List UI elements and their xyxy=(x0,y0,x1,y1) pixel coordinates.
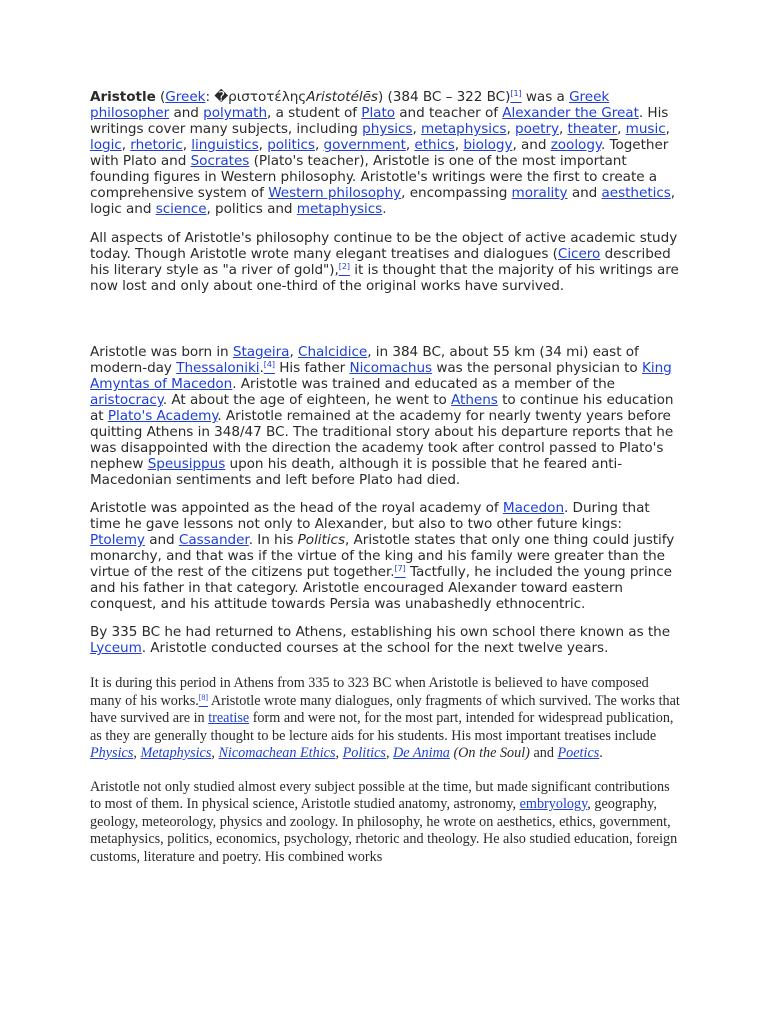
link-government[interactable]: government xyxy=(323,137,406,153)
link-ethics[interactable]: ethics xyxy=(414,137,455,153)
link-greek[interactable]: Greek xyxy=(165,89,206,105)
article-title-term: Aristotle xyxy=(90,89,156,105)
emphasis-text: Politics xyxy=(297,532,345,548)
paragraph-lyceum: By 335 BC he had returned to Athens, establishing his own school there known as the Lyceum. Aristotle conducted courses at the school for the next twelve years. xyxy=(90,624,671,656)
link-politics[interactable]: Politics xyxy=(342,745,386,761)
link-thessaloniki[interactable]: Thessaloniki xyxy=(176,360,260,376)
link-aristocracy[interactable]: aristocracy xyxy=(90,392,163,408)
link-nicomachus[interactable]: Nicomachus xyxy=(349,360,433,376)
link-metaphysics[interactable]: metaphysics xyxy=(421,121,507,137)
link-alexander-the-great[interactable]: Alexander the Great xyxy=(502,105,639,121)
emphasis-text: (On the Soul) xyxy=(453,745,530,761)
link-plato[interactable]: Plato xyxy=(361,105,395,121)
link-de-anima[interactable]: De Anima xyxy=(393,745,450,761)
link-plato-s-academy[interactable]: Plato's Academy xyxy=(107,408,218,424)
link-treatise[interactable]: treatise xyxy=(208,710,250,726)
link-socrates[interactable]: Socrates xyxy=(190,153,250,169)
paragraph-legacy: All aspects of Aristotle's philosophy continue to be the object of active academic study today. Though Aristotle wrote many elegant treatises and dialogues (Cicero described his literary style as "a river of gold"),[2] it is thought that the majority of his writings are now lost and only about one-third of the original works have survived. xyxy=(90,230,679,294)
link-zoology[interactable]: zoology xyxy=(550,137,601,153)
paragraph-early-life: Aristotle was born in Stageira, Chalcidice, in 384 BC, about 55 km (34 mi) east of modern-day Thessaloniki.[4] His father Nicomachus was the personal physician to King Amyntas of Macedon. Aristotle was trained and educated as a member of the aristocracy. At about the age of eighteen, he went to Athens to continue his education at Plato's Academy. Aristotle remained at the academy for nearly twenty years before quitting Athens in 348/47 BC. The traditional story about his departure reports that he was disappointed with the direction the academy took after control passed to Plato's nephew Speusippus upon his death, although it is possible that he feared anti-Macedonian sentiments and left before Plato had died. xyxy=(90,344,674,488)
paragraph-subjects: Aristotle not only studied almost every subject possible at the time, but made significant contributions to most of them. In physical science, Aristotle studied anatomy, astronomy, embryology, geography, geology, meteorology, physics and zoology. In philosophy, he wrote on aesthetics, ethics, government, metaphysics, politics, economics, psychology, rhetoric and theology. He also studied education, foreign customs, literature and poetry. His combined works xyxy=(90,778,678,865)
paragraph-intro: Aristotle (Greek: �ριστοτέληςAristotélēs) (384 BC – 322 BC)[1] was a Greek philosopher and polymath, a student of Plato and teacher of Alexander the Great. His writings cover many subjects, including physics, metaphysics, poetry, theater, music, logic, rhetoric, linguistics, politics, government, ethics, biology, and zoology. Together with Plato and Socrates (Plato's teacher), Aristotle is one of the most important founding figures in Western philosophy. Aristotle's writings were the first to create a comprehensive system of Western philosophy, encompassing morality and aesthetics, logic and science, politics and metaphysics. xyxy=(90,89,676,217)
emphasis-text: Aristotélēs xyxy=(306,89,378,105)
link-cicero[interactable]: Cicero xyxy=(557,246,601,262)
link-speusippus[interactable]: Speusippus xyxy=(147,456,226,472)
link-greek-philosopher[interactable]: Greek philosopher xyxy=(90,89,610,121)
link-science[interactable]: science xyxy=(155,201,207,217)
article-body xyxy=(90,89,680,866)
link-aesthetics[interactable]: aesthetics xyxy=(601,185,671,201)
link-metaphysics[interactable]: Metaphysics xyxy=(140,745,212,761)
link-biology[interactable]: biology xyxy=(463,137,513,153)
link-nicomachean-ethics[interactable]: Nicomachean Ethics xyxy=(218,745,336,761)
link-athens[interactable]: Athens xyxy=(451,392,498,408)
link-poetics[interactable]: Poetics xyxy=(557,745,600,761)
citation-link[interactable]: [8] xyxy=(198,692,209,702)
link-cassander[interactable]: Cassander xyxy=(178,532,249,548)
link-ptolemy[interactable]: Ptolemy xyxy=(90,532,145,548)
paragraph-works: It is during this period in Athens from 335 to 323 BC when Aristotle is believed to have composed many of his works.[8] Aristotle wrote many dialogues, only fragments of which survived. The works that have survived are in treatise form and were not, for the most part, intended for widespread publication, as they are generally thought to be lecture aids for his students. His most important treatises include Physics, Metaphysics, Nicomachean Ethics, Politics, De Anima (On the Soul) and Poetics. xyxy=(90,675,680,761)
link-embryology[interactable]: embryology xyxy=(519,796,588,812)
link-western-philosophy[interactable]: Western philosophy xyxy=(268,185,402,201)
link-physics[interactable]: Physics xyxy=(90,745,134,761)
link-theater[interactable]: theater xyxy=(567,121,618,137)
paragraph-macedon: Aristotle was appointed as the head of the royal academy of Macedon. During that time he gave lessons not only to Alexander, but also to two other future kings: Ptolemy and Cassander. In his Politics, Aristotle states that only one thing could justify monarchy, and that was if the virtue of the king and his family were greater than the virtue of the rest of the citizens put together.[7] Tactfully, he included the young prince and his father in that category. Aristotle encouraged Alexander toward eastern conquest, and his attitude towards Persia was unabashedly ethnocentric. xyxy=(90,500,675,612)
citation-link[interactable]: [4] xyxy=(263,360,275,369)
link-politics[interactable]: politics xyxy=(267,137,315,153)
link-rhetoric[interactable]: rhetoric xyxy=(130,137,183,153)
link-stageira[interactable]: Stageira xyxy=(232,344,290,360)
citation-link[interactable]: [2] xyxy=(338,262,350,271)
link-music[interactable]: music xyxy=(625,121,666,137)
link-lyceum[interactable]: Lyceum xyxy=(90,640,142,656)
link-polymath[interactable]: polymath xyxy=(203,105,268,121)
link-linguistics[interactable]: linguistics xyxy=(191,137,259,153)
citation-link[interactable]: [7] xyxy=(394,564,406,573)
link-poetry[interactable]: poetry xyxy=(515,121,559,137)
link-morality[interactable]: morality xyxy=(511,185,568,201)
link-physics[interactable]: physics xyxy=(362,121,413,137)
link-chalcidice[interactable]: Chalcidice xyxy=(298,344,368,360)
citation-link[interactable]: [1] xyxy=(510,89,522,98)
link-logic[interactable]: logic xyxy=(90,137,122,153)
link-macedon[interactable]: Macedon xyxy=(502,500,565,516)
link-king-amyntas-of-macedon[interactable]: King Amyntas of Macedon xyxy=(90,360,672,392)
link-metaphysics[interactable]: metaphysics xyxy=(296,201,383,217)
